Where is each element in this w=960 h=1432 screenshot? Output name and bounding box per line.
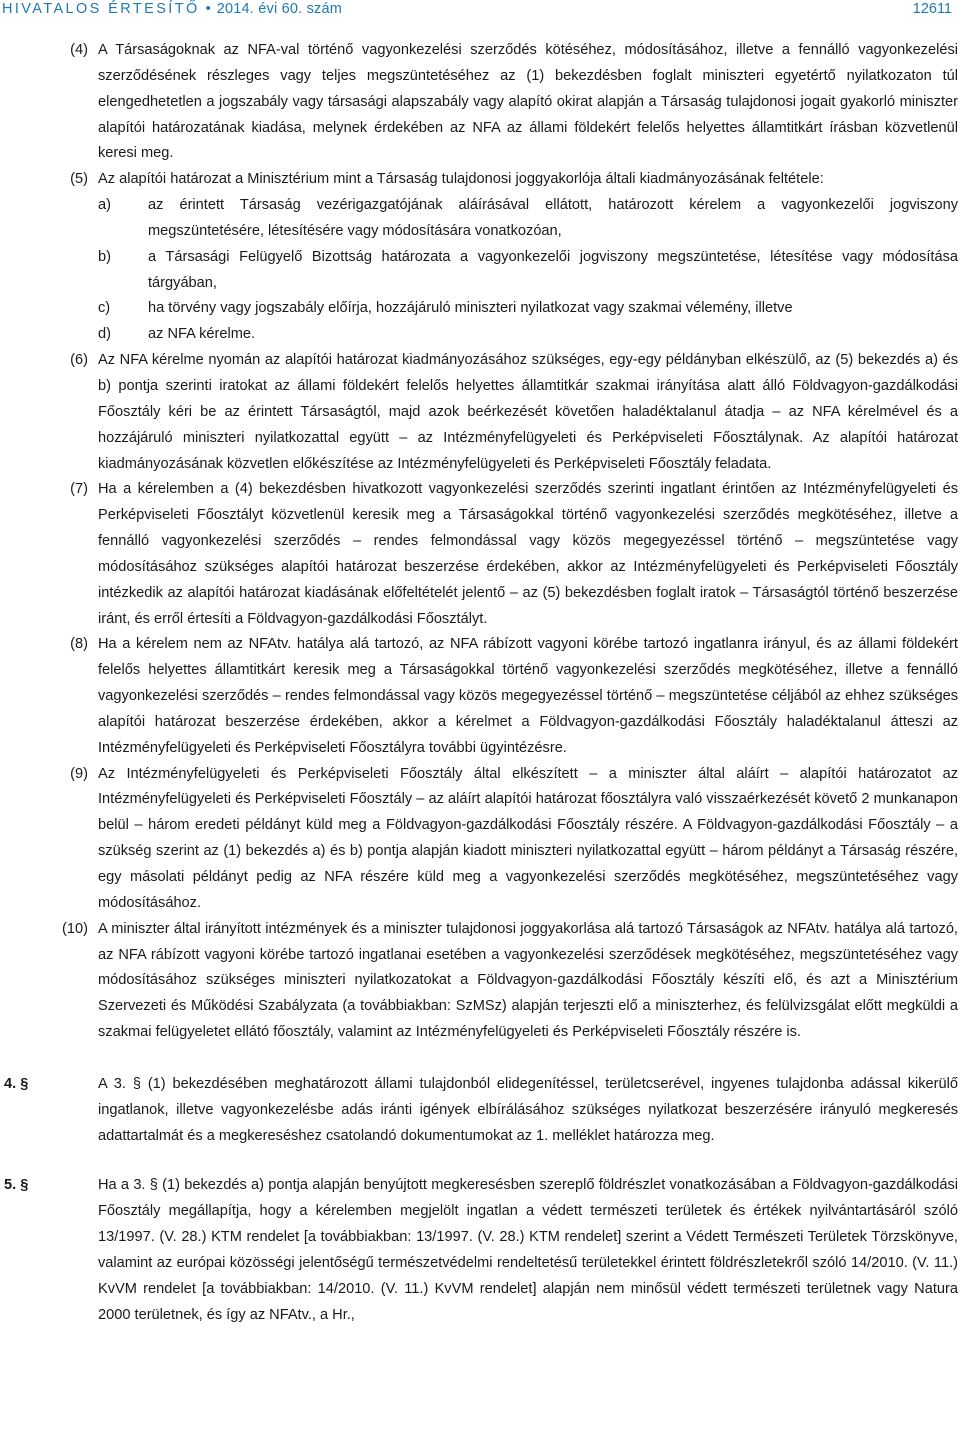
paragraph-number: (10)	[62, 920, 88, 937]
page-number: 12611	[912, 1, 952, 17]
item-label: b)	[98, 248, 111, 265]
item-text: az érintett Társaság vezérigazgatójának aláírásával ellátott, határozott kérelem a vagyonkezelői jogviszony megszüntetésére, létesítésére vagy módosítására vonatkozóan,	[148, 197, 958, 239]
paragraph-text: Ha a kérelem nem az NFAtv. hatálya alá tartozó, az NFA rábízott vagyoni körébe tartozó ingatlanra irányul, és az állami földekért felelős helyettes államtitkárt keresik meg a Társaságokkal történő vagyonkezelési szerződés megkötéséhez, illetve a fennálló vagyonkezelési szerződés – rendes felmondással vagy közös megegyezéssel történő – megszüntetése céljából az ehhez szükséges alapítói határozat beszerzése érdekében, akkor a kérelmet a Földvagyon-gazdálkodási Főosztály haladéktalanul átteszi az Intézményfelügyeleti és Perképviseleti Főosztályra további ügyintézésre.	[98, 636, 958, 756]
paragraph-text: Az NFA kérelme nyomán az alapítói határozat kiadmányozásához szükséges, egy-egy példányban elkészülő, az (5) bekezdés a) és b) pontja szerinti iratokat az állami földekért felelős helyettes államtitkár szakmai irányítása alatt álló Földvagyon-gazdálkodási Főosztály kéri be az érintett Társaságtól, majd azok beérkezését követően haladéktalanul átadja – az NFA kérelmével és a hozzájáruló miniszteri nyilatkozattal együtt – az Intézményfelügyeleti és Perképviseleti Főosztálynak. Az alapítói határozat kiadmányozásának közvetlen előkészítése az Intézményfelügyeleti és Perképviseleti Főosztály feladata.	[98, 352, 958, 472]
paragraph-number: (7)	[70, 481, 88, 498]
section-text: A 3. § (1) bekezdésében meghatározott állami tulajdonból elidegenítéssel, területcserével, ingyenes tulajdonba adással kikerülő ingatlanok, illetve vagyonkezelésbe adás iránti igények elbírálásához szükséges nyilatkozat beszerzésére irányuló megkeresés adattartalmát és a megkereséshez csatolandó dokumentumokat az 1. melléklet határozza meg.	[98, 1075, 958, 1144]
issue-label: 2014. évi 60. szám	[216, 1, 343, 17]
list-item-a	[0, 193, 958, 245]
paragraph-6	[0, 348, 958, 477]
section-5	[0, 1173, 958, 1328]
paragraph-number: (5)	[70, 171, 88, 188]
document-body	[0, 38, 958, 1329]
item-label: c)	[98, 300, 111, 317]
publication-title: HIVATALOS ÉRTESÍTŐ	[2, 1, 200, 17]
paragraph-number: (8)	[70, 636, 88, 653]
list-item-b	[0, 245, 958, 297]
paragraph-4	[0, 38, 958, 167]
section-number: 5. §	[4, 1177, 29, 1194]
paragraph-7	[0, 477, 958, 632]
paragraph-text: Az alapítói határozat a Minisztérium mint a Társaság tulajdonosi joggyakorlója általi kiadmányozásának feltétele:	[98, 171, 824, 188]
paragraph-number: (4)	[70, 42, 88, 58]
paragraph-10	[0, 917, 958, 1046]
item-text: az NFA kérelme.	[148, 326, 256, 343]
paragraph-text: A Társaságoknak az NFA-val történő vagyonkezelési szerződés kötéséhez, módosításához, illetve a fennálló vagyonkezelési szerződésének részleges vagy teljes megszüntetéséhez az (1) bekezdésben foglalt miniszteri egyetértő nyilatkozaton túl elengedhetetlen a jogszabály vagy társasági alapszabály vagy alapító okirat alapján a Társaság tulajdonosi jogait gyakorló miniszter alapítói határozatának kiadása, melynek érdekében az NFA az állami földekért felelős helyettes államtitkárt írásban közvetlenül keresi meg.	[98, 42, 958, 162]
page-header	[0, 0, 960, 20]
section-4	[0, 1072, 958, 1150]
paragraph-text: Az Intézményfelügyeleti és Perképviseleti Főosztály által elkészített – a miniszter által aláírt – alapítói határozatot az Intézményfelügyeleti és Perképviseleti Főosztály – az aláírt alapítói határozat főosztályra való visszaérkezését követő 2 munkanapon belül – három eredeti példányt küld meg a Földvagyon-gazdálkodási Főosztály részére. A Földvagyon-gazdálkodási Főosztály – a szükség szerint az (1) bekezdés a) és b) pontja alapján kiadott miniszteri nyilatkozattal együtt – három példányt a Társaság részére, egy másolati példányt pedig az NFA részére küld meg a vagyonkezelési szerződés megkötéséhez, megszüntetéséhez vagy módosításához.	[98, 765, 958, 911]
running-header: HIVATALOS ÉRTESÍTŐ • 2014. évi 60. szám	[2, 1, 343, 17]
item-label: a)	[98, 197, 111, 214]
section-text: Ha a 3. § (1) bekezdés a) pontja alapján benyújtott megkeresésben szereplő földrészlet vonatkozásában a Földvagyon-gazdálkodási Főosztály megállapítja, hogy a kérelemben megjelölt ingatlan a védett természeti területek és értékek nyilvántartásáról szóló 13/1997. (V. 28.) KTM rendelet [a továbbiakban: 13/1997. (V. 28.) KTM rendelet] szerint a Védett Természeti Területek Törzskönyve, valamint az európai közösségi jelentőségű természetvédelmi rendeltetésű területekkel érintett földrészletekről szóló 14/2010. (V. 11.) KvVM rendelet [a továbbiakban: 14/2010. (V. 11.) KvVM rendelet] alapján nem minősül védett természeti területnek vagy Natura 2000 területnek, és így az NFAtv., a Hr.,	[98, 1177, 958, 1323]
paragraph-5	[0, 167, 958, 193]
item-text: a Társasági Felügyelő Bizottság határozata a vagyonkezelői jogviszony megszüntetése, létesítése vagy módosítása tárgyában,	[148, 248, 958, 291]
item-label: d)	[98, 326, 111, 343]
list-item-c	[0, 296, 958, 322]
paragraph-text: Ha a kérelemben a (4) bekezdésben hivatkozott vagyonkezelési szerződés szerinti ingatlant érintően az Intézményfelügyeleti és Perképviseleti Főosztályt közvetlenül keresik meg a Társaságokkal történő vagyonkezelési szerződés megkötéséhez, illetve a fennálló vagyonkezelési szerződés – rendes felmondással vagy közös megegyezéssel történő – megszüntetése vagy módosításához szükséges alapítói határozat beszerzése érdekében, akkor az Intézményfelügyeleti és Perképviseleti Főosztály intézkedik az alapítói határozat kiadásának előfeltételét jelentő – az (5) bekezdésben foglalt iratok – Társaságtól történő beszerzése iránt, és erről értesíti a Földvagyon-gazdálkodási Főosztályt.	[98, 481, 958, 627]
list-item-d	[0, 322, 958, 348]
paragraph-9	[0, 762, 958, 917]
paragraph-number: (9)	[70, 765, 88, 782]
item-text: ha törvény vagy jogszabály előírja, hozzájáruló miniszteri nyilatkozat vagy szakmai vélemény, illetve	[148, 300, 793, 317]
paragraph-8	[0, 632, 958, 761]
section-number: 4. §	[4, 1075, 29, 1092]
paragraph-number: (6)	[70, 352, 88, 369]
paragraph-text: A miniszter által irányított intézmények és a miniszter tulajdonosi joggyakorlása alá tartozó Társaságok az NFAtv. hatálya alá tartozó, az NFA rábízott vagyoni körébe tartozó ingatlanai esetében a vagyonkezelési szerződések megkötéséhez, megszüntetéséhez vagy módosításához szükséges miniszteri nyilatkozatokat a Földvagyon-gazdálkodási Főosztály készíti elő, és azt a Minisztérium Szervezeti és Működési Szabályzata (a továbbiakban: SzMSz) alapján terjeszti elő a miniszterhez, és felülvizsgálat előtt megküldi a szakmai felügyeletet ellátó főosztály, valamint az Intézményfelügyeleti és Perképviseleti Főosztály részére is.	[98, 920, 958, 1041]
